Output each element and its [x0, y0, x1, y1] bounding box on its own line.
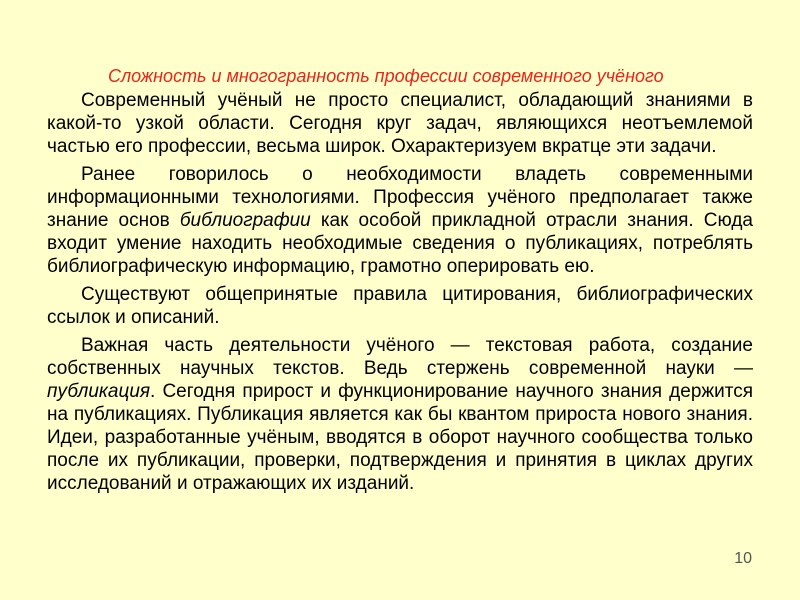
- paragraph-bibliography: [47, 163, 753, 278]
- paragraph-publication: [47, 334, 753, 495]
- paragraph-text: Существуют общепринятые правила цитирования, библиографических ссылок и описаний.: [47, 284, 753, 328]
- paragraph-text: Важная часть деятельности учёного — текстовая работа, создание собственных научных текстов. Ведь стержень современной науки —: [47, 335, 753, 379]
- slide-title: Сложность и многогранность профессии современного учёного: [108, 66, 664, 86]
- paragraph-intro: [47, 89, 753, 158]
- slide-body: [47, 89, 753, 495]
- paragraph-text: как особой прикладной отрасли знания. Сюда входит умение находить необходимые сведения о публикациях, потреблять библиографическую информацию, грамотно оперировать ею.: [47, 210, 753, 277]
- paragraph-citation: [47, 283, 753, 329]
- term-bibliography: библиографии: [179, 210, 311, 231]
- term-publication: публикация: [47, 381, 151, 402]
- paragraph-text: . Сегодня прирост и функционирование научного знания держится на публикациях. Публикация является как бы квантом прироста нового знания. Идеи, разработанные учёным, вводятся в оборот научного сообщества только после их публикации, проверки, подтверждения и принятия в циклах других исследований и отражающих их изданий.: [47, 381, 753, 494]
- paragraph-text: Ранее говорилось о необходимости владеть современными информационными технологиями. Профессия учёного предполагает также знание основ: [47, 164, 753, 231]
- page-number: 10: [734, 550, 752, 567]
- paragraph-text: Современный учёный не просто специалист, обладающий знаниями в какой-то узкой области. Сегодня круг задач, являющихся неотъемлемой частью его профессии, весьма широк. Охарактеризуем вкратце эти задачи.: [47, 90, 753, 157]
